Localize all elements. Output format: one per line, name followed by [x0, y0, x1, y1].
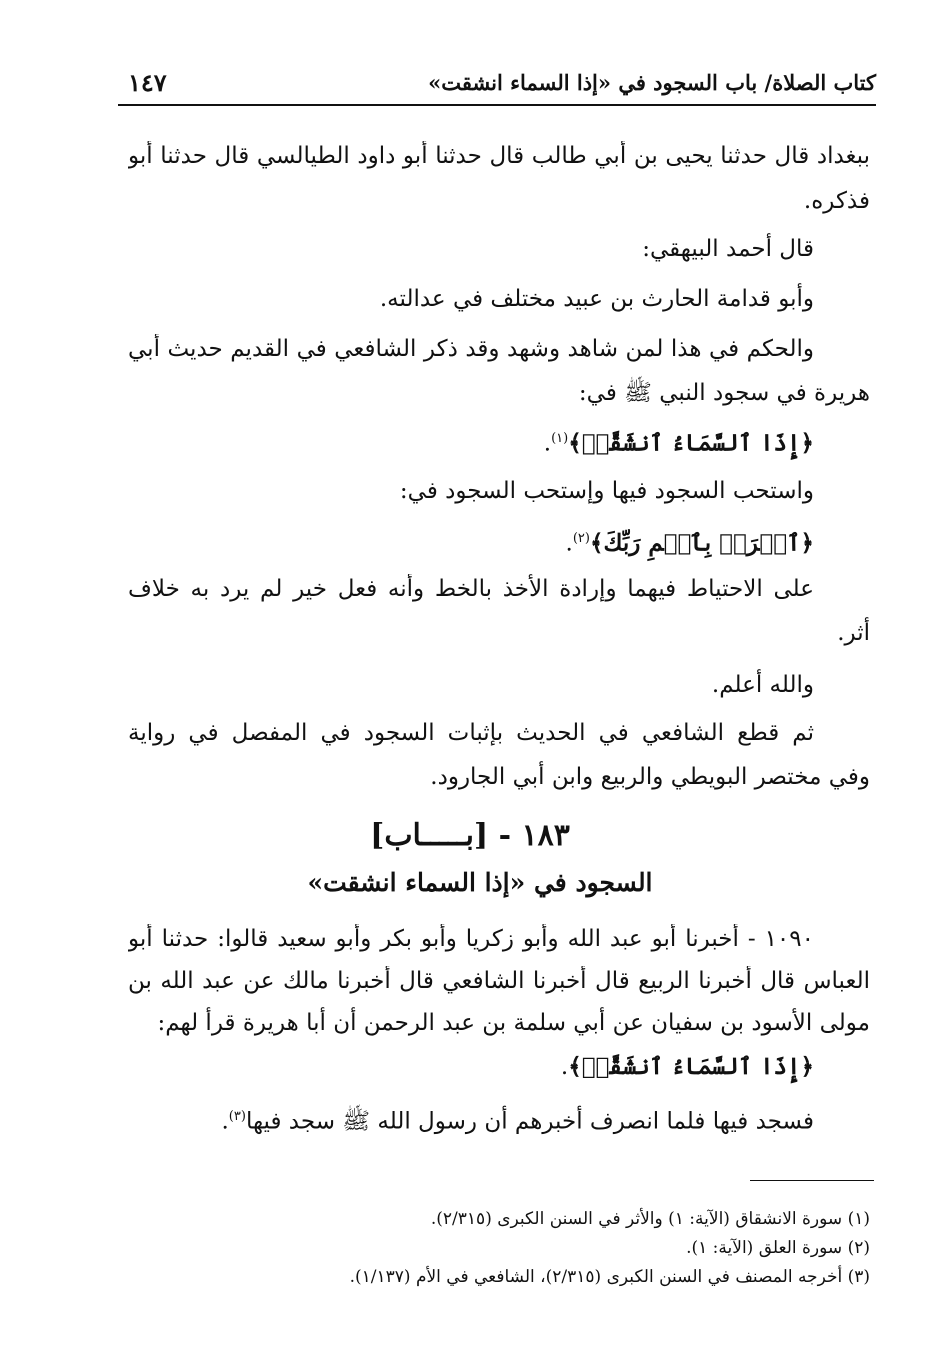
- quran-verse-line: [566, 524, 814, 559]
- footnote: (٣) أخرجه المصنف في السنن الكبرى (٢/٣١٥)، الشافعي في الأم (١/١٣٧).: [349, 1267, 870, 1287]
- hadith-line: [221, 1102, 814, 1137]
- page-number: ١٤٧: [128, 68, 167, 97]
- chapter-title: السجود في «إذا السماء انشقت»: [307, 868, 653, 897]
- punctuation: .: [221, 1108, 229, 1135]
- punctuation: .: [565, 530, 573, 557]
- footnote: (٢) سورة العلق (الآية: ١).: [686, 1238, 870, 1258]
- paragraph-line: ببغداد قال حدثنا يحيى بن أبي طالب قال حدثنا أبو داود الطيالسي قال حدثنا أبو: [128, 143, 870, 169]
- paragraph-line: فذكره.: [803, 188, 870, 214]
- running-title: كتاب الصلاة/ باب السجود في «إذا السماء انشقت»: [428, 70, 876, 95]
- quran-verse-line: [544, 424, 814, 459]
- quran-verse: ﴿إِذَا ٱلسَّمَاءُ ٱنشَقَّتۡ﴾: [568, 429, 814, 457]
- paragraph-line: أثر.: [837, 620, 870, 646]
- paragraph-line: ثم قطع الشافعي في الحديث بإثبات السجود في المفصل في رواية: [128, 720, 814, 746]
- quran-verse: ﴿إِذَا ٱلسَّمَاءُ ٱنشَقَّتۡ﴾: [568, 1053, 814, 1080]
- paragraph-line: والله أعلم.: [711, 672, 814, 698]
- paragraph-line: وفي مختصر البويطي والربيع وابن أبي الجارود.: [430, 764, 870, 790]
- chapter-number: ١٨٣ - [بـــــاب]: [370, 818, 570, 853]
- footnote-separator: [750, 1180, 874, 1181]
- hadith-line: مولى الأسود بن سفيان عن أبي سلمة بن عبد الرحمن أن أبا هريرة قرأ لهم:: [157, 1010, 870, 1036]
- punctuation: .: [543, 430, 552, 457]
- paragraph-line: والحكم في هذا لمن شاهد وشهد وقد ذكر الشافعي في القديم حديث أبي: [128, 336, 814, 362]
- footnote-ref: (٢): [572, 531, 590, 546]
- hadith-line: ١٠٩٠ - أخبرنا أبو عبد الله وأبو زكريا وأبو بكر وأبو سعيد قالوا: حدثنا أبو: [128, 926, 814, 952]
- hadith-text: فسجد فيها فلما انصرف أخبرهم أن رسول الله ﷺ سجد فيها: [245, 1108, 814, 1135]
- paragraph-line: وأبو قدامة الحارث بن عبيد مختلف في عدالته.: [379, 286, 814, 312]
- paragraph-line: على الاحتياط فيهما وإرادة الأخذ بالخط وأنه فعل خير لم يرد به خلاف: [128, 576, 814, 602]
- footnote-ref: (١): [551, 431, 569, 446]
- quran-verse: ﴿ٱقۡرَأۡ بِٱسۡمِ رَبِّكَ﴾: [589, 529, 814, 557]
- hadith-line: العباس قال أخبرنا الربيع قال أخبرنا الشافعي قال أخبرنا مالك عن عبد الله بن: [128, 968, 870, 994]
- paragraph-line: هريرة في سجود النبي ﷺ في:: [578, 380, 870, 406]
- punctuation: .: [560, 1054, 569, 1080]
- footnote-ref: (٣): [228, 1109, 246, 1124]
- paragraph-line: واستحب السجود فيها وإستحب السجود في:: [399, 478, 814, 504]
- page-header: [118, 64, 876, 106]
- paragraph-line: قال أحمد البيهقي:: [642, 236, 814, 262]
- footnote: (١) سورة الانشقاق (الآية: ١) والأثر في السنن الكبرى (٢/٣١٥).: [430, 1209, 870, 1229]
- quran-verse-line: [561, 1052, 814, 1082]
